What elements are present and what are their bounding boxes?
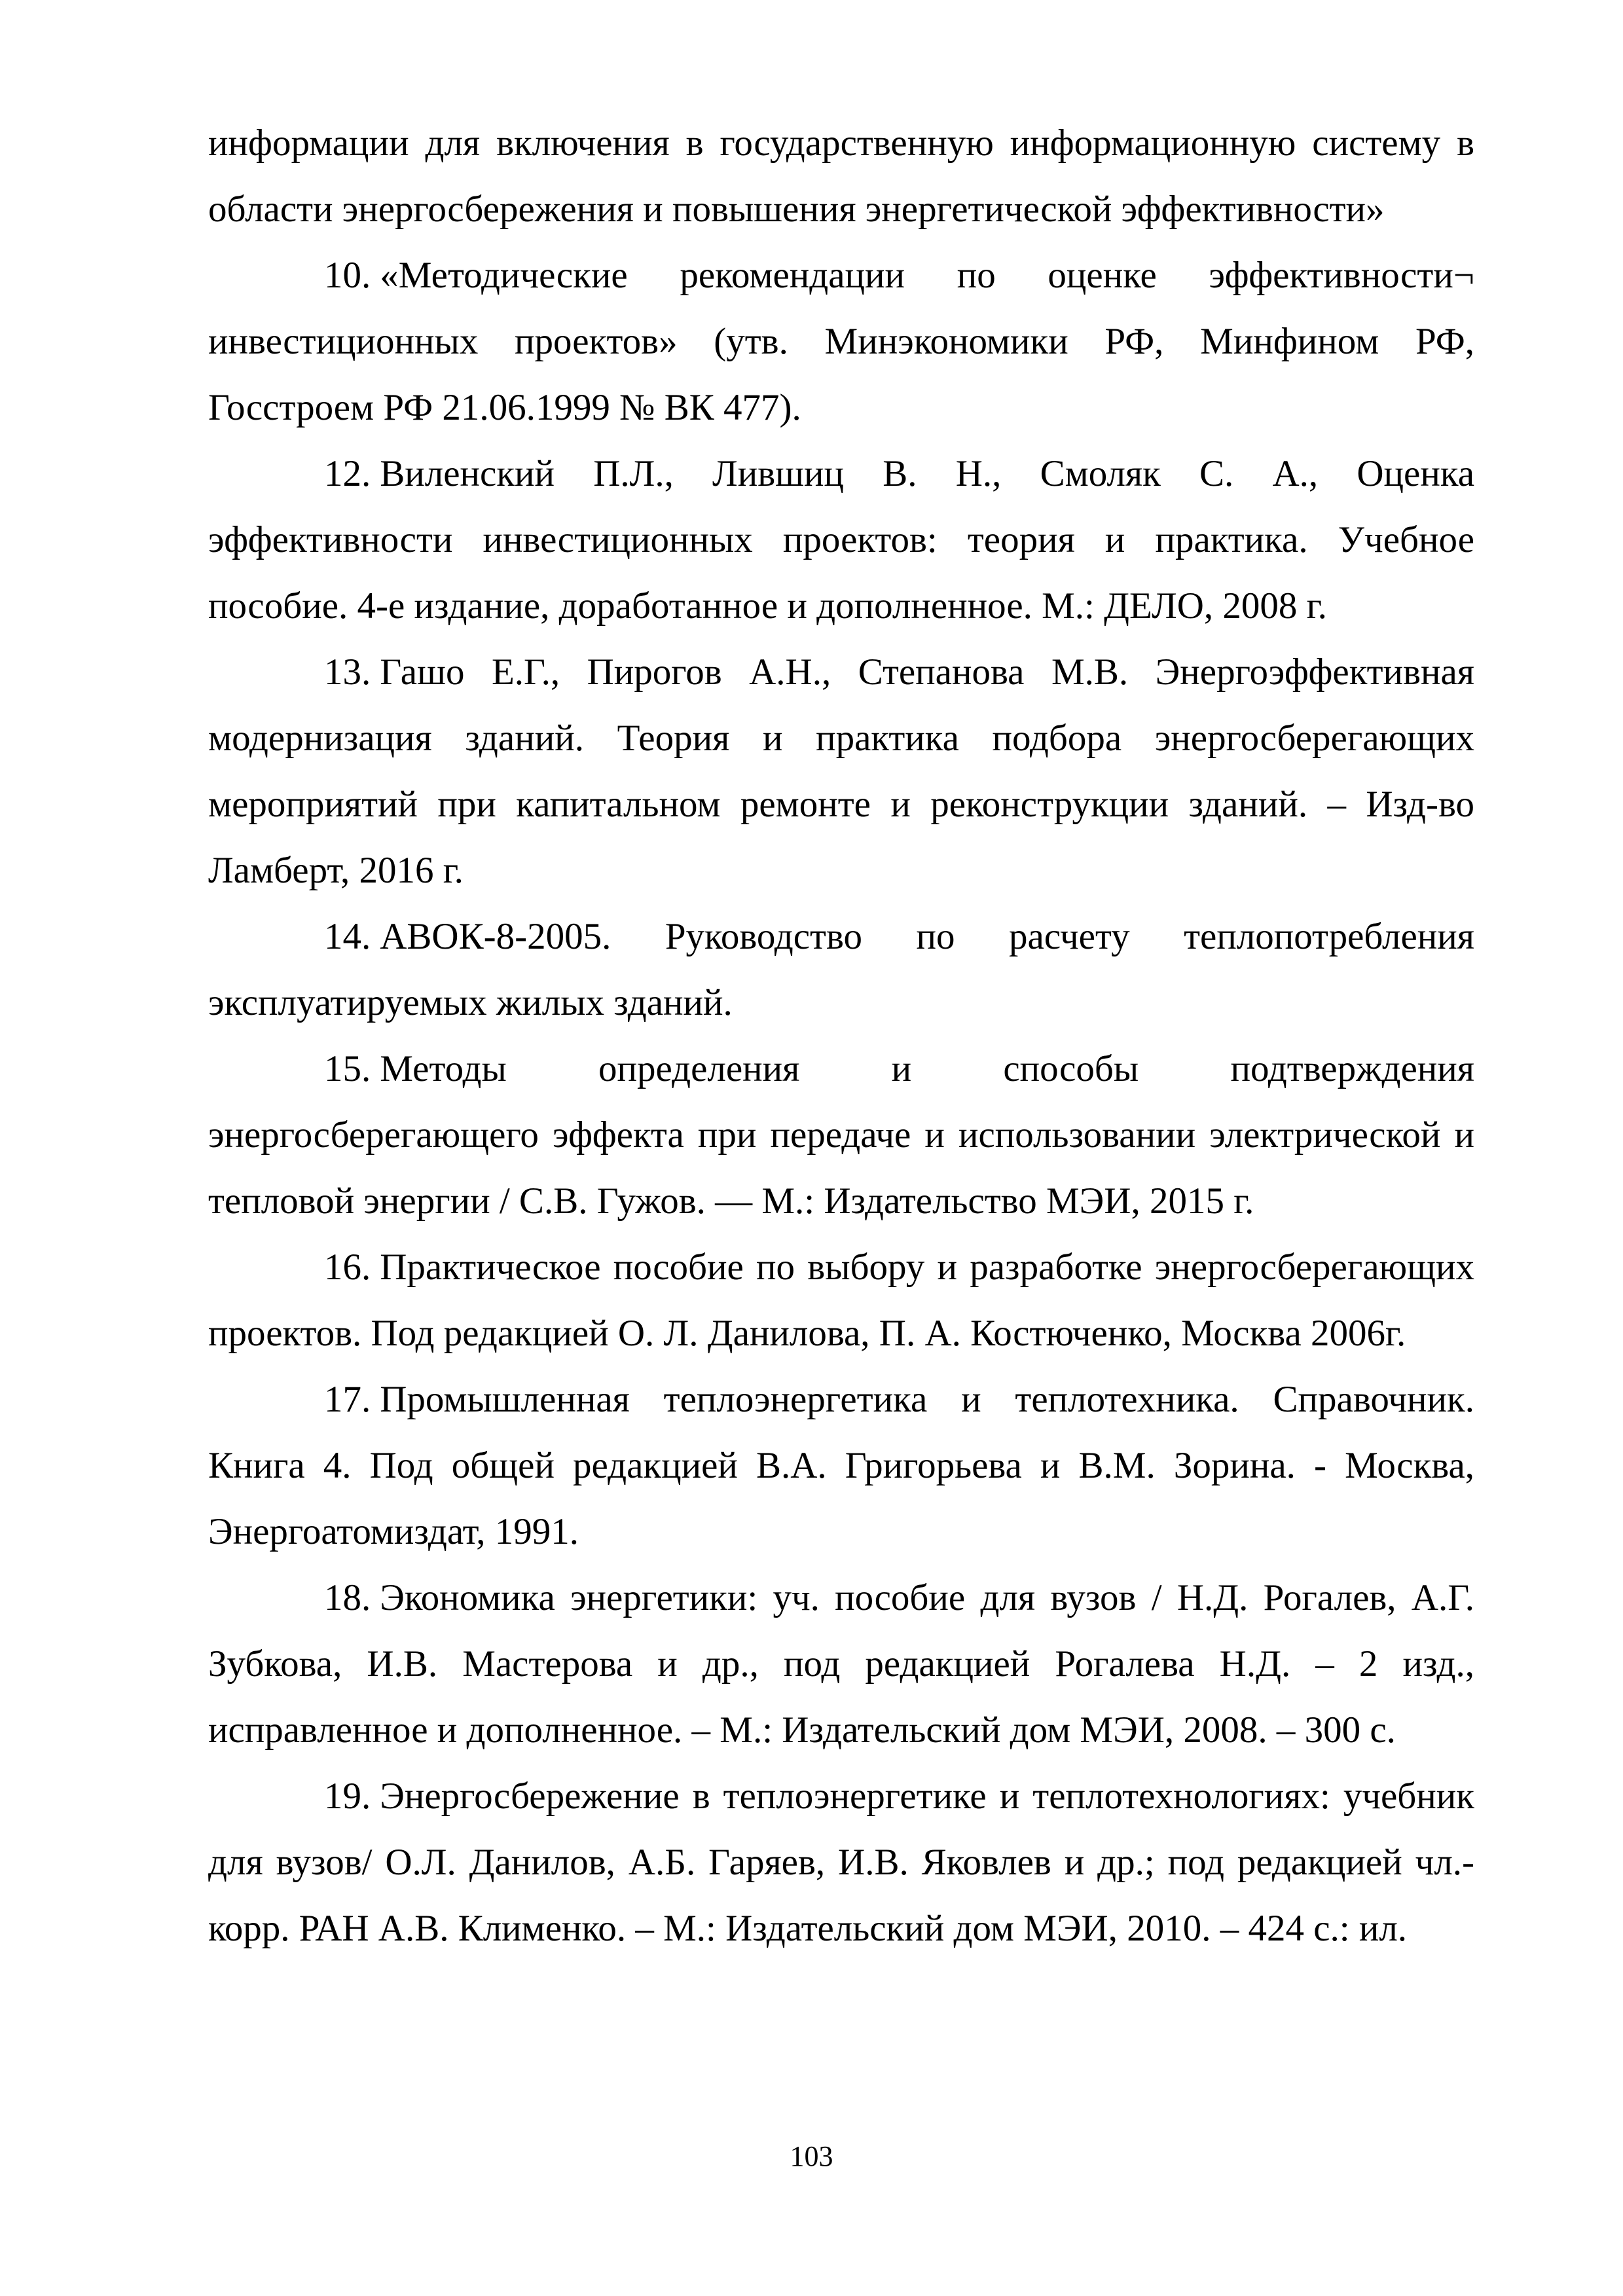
reference-number: 16. bbox=[324, 1247, 371, 1288]
reference-item-16 bbox=[208, 1234, 1474, 1366]
reference-number: 17. bbox=[324, 1379, 371, 1420]
reference-text: «Методические рекомендации по оценке эффективности¬ инвестиционных проектов» (утв. Минэкономики РФ, Минфином РФ, Госстроем РФ 21.06.1999 № ВК 477). bbox=[208, 255, 1474, 428]
reference-number: 10. bbox=[324, 255, 371, 296]
reference-number: 13. bbox=[324, 651, 371, 693]
reference-text: Промышленная теплоэнергетика и теплотехника. Справочник. Книга 4. Под общей редакцией В.А. Григорьева и В.М. Зорина. - Москва, Энергоатомиздат, 1991. bbox=[208, 1379, 1474, 1552]
reference-item-10 bbox=[208, 242, 1474, 441]
document-body bbox=[208, 110, 1474, 1961]
reference-item-13 bbox=[208, 639, 1474, 903]
reference-item-17 bbox=[208, 1366, 1474, 1565]
reference-text: Практическое пособие по выбору и разработке энергосберегающих проектов. Под редакцией О. Л. Данилова, П. А. Костюченко, Москва 2006г. bbox=[208, 1247, 1474, 1354]
reference-item-12 bbox=[208, 441, 1474, 639]
reference-item-19 bbox=[208, 1763, 1474, 1961]
reference-text: АВОК-8-2005. Руководство по расчету теплопотребления эксплуатируемых жилых зданий. bbox=[208, 916, 1474, 1023]
reference-number: 18. bbox=[324, 1577, 371, 1618]
reference-item-15 bbox=[208, 1036, 1474, 1234]
reference-item-18 bbox=[208, 1565, 1474, 1763]
reference-text: Гашо Е.Г., Пирогов А.Н., Степанова М.В. Энергоэффективная модернизация зданий. Теория и практика подбора энергосберегающих мероприятий при капитальном ремонте и реконструкции зданий. – Изд-во Ламберт, 2016 г. bbox=[208, 651, 1474, 891]
reference-text: Методы определения и способы подтверждения энергосберегающего эффекта при передаче и использовании электрической и тепловой энергии / С.В. Гужов. — М.: Издательство МЭИ, 2015 г. bbox=[208, 1048, 1474, 1222]
reference-number: 14. bbox=[324, 916, 371, 957]
reference-number: 19. bbox=[324, 1776, 371, 1817]
reference-number: 12. bbox=[324, 453, 371, 494]
reference-number: 15. bbox=[324, 1048, 371, 1089]
continued-reference-text: информации для включения в государственную информационную систему в области энергосбережения и повышения энергетической эффективности» bbox=[208, 122, 1474, 230]
reference-text: Экономика энергетики: уч. пособие для вузов / Н.Д. Рогалев, А.Г. Зубкова, И.В. Мастерова и др., под редакцией Рогалева Н.Д. – 2 изд., исправленное и дополненное. – М.: Издательский дом МЭИ, 2008. – 300 с. bbox=[208, 1577, 1474, 1751]
reference-text: Энергосбережение в теплоэнергетике и теплотехнологиях: учебник для вузов/ О.Л. Данилов, А.Б. Гаряев, И.В. Яковлев и др.; под редакцией чл.-корр. РАН А.В. Клименко. – М.: Издательский дом МЭИ, 2010. – 424 с.: ил. bbox=[208, 1776, 1474, 1949]
reference-text: Виленский П.Л., Лившиц В. Н., Смоляк С. А., Оценка эффективности инвестиционных проектов: теория и практика. Учебное пособие. 4-е издание, доработанное и дополненное. М.: ДЕЛО, 2008 г. bbox=[208, 453, 1474, 627]
page-number: 103 bbox=[790, 2140, 833, 2172]
reference-item-14 bbox=[208, 903, 1474, 1036]
